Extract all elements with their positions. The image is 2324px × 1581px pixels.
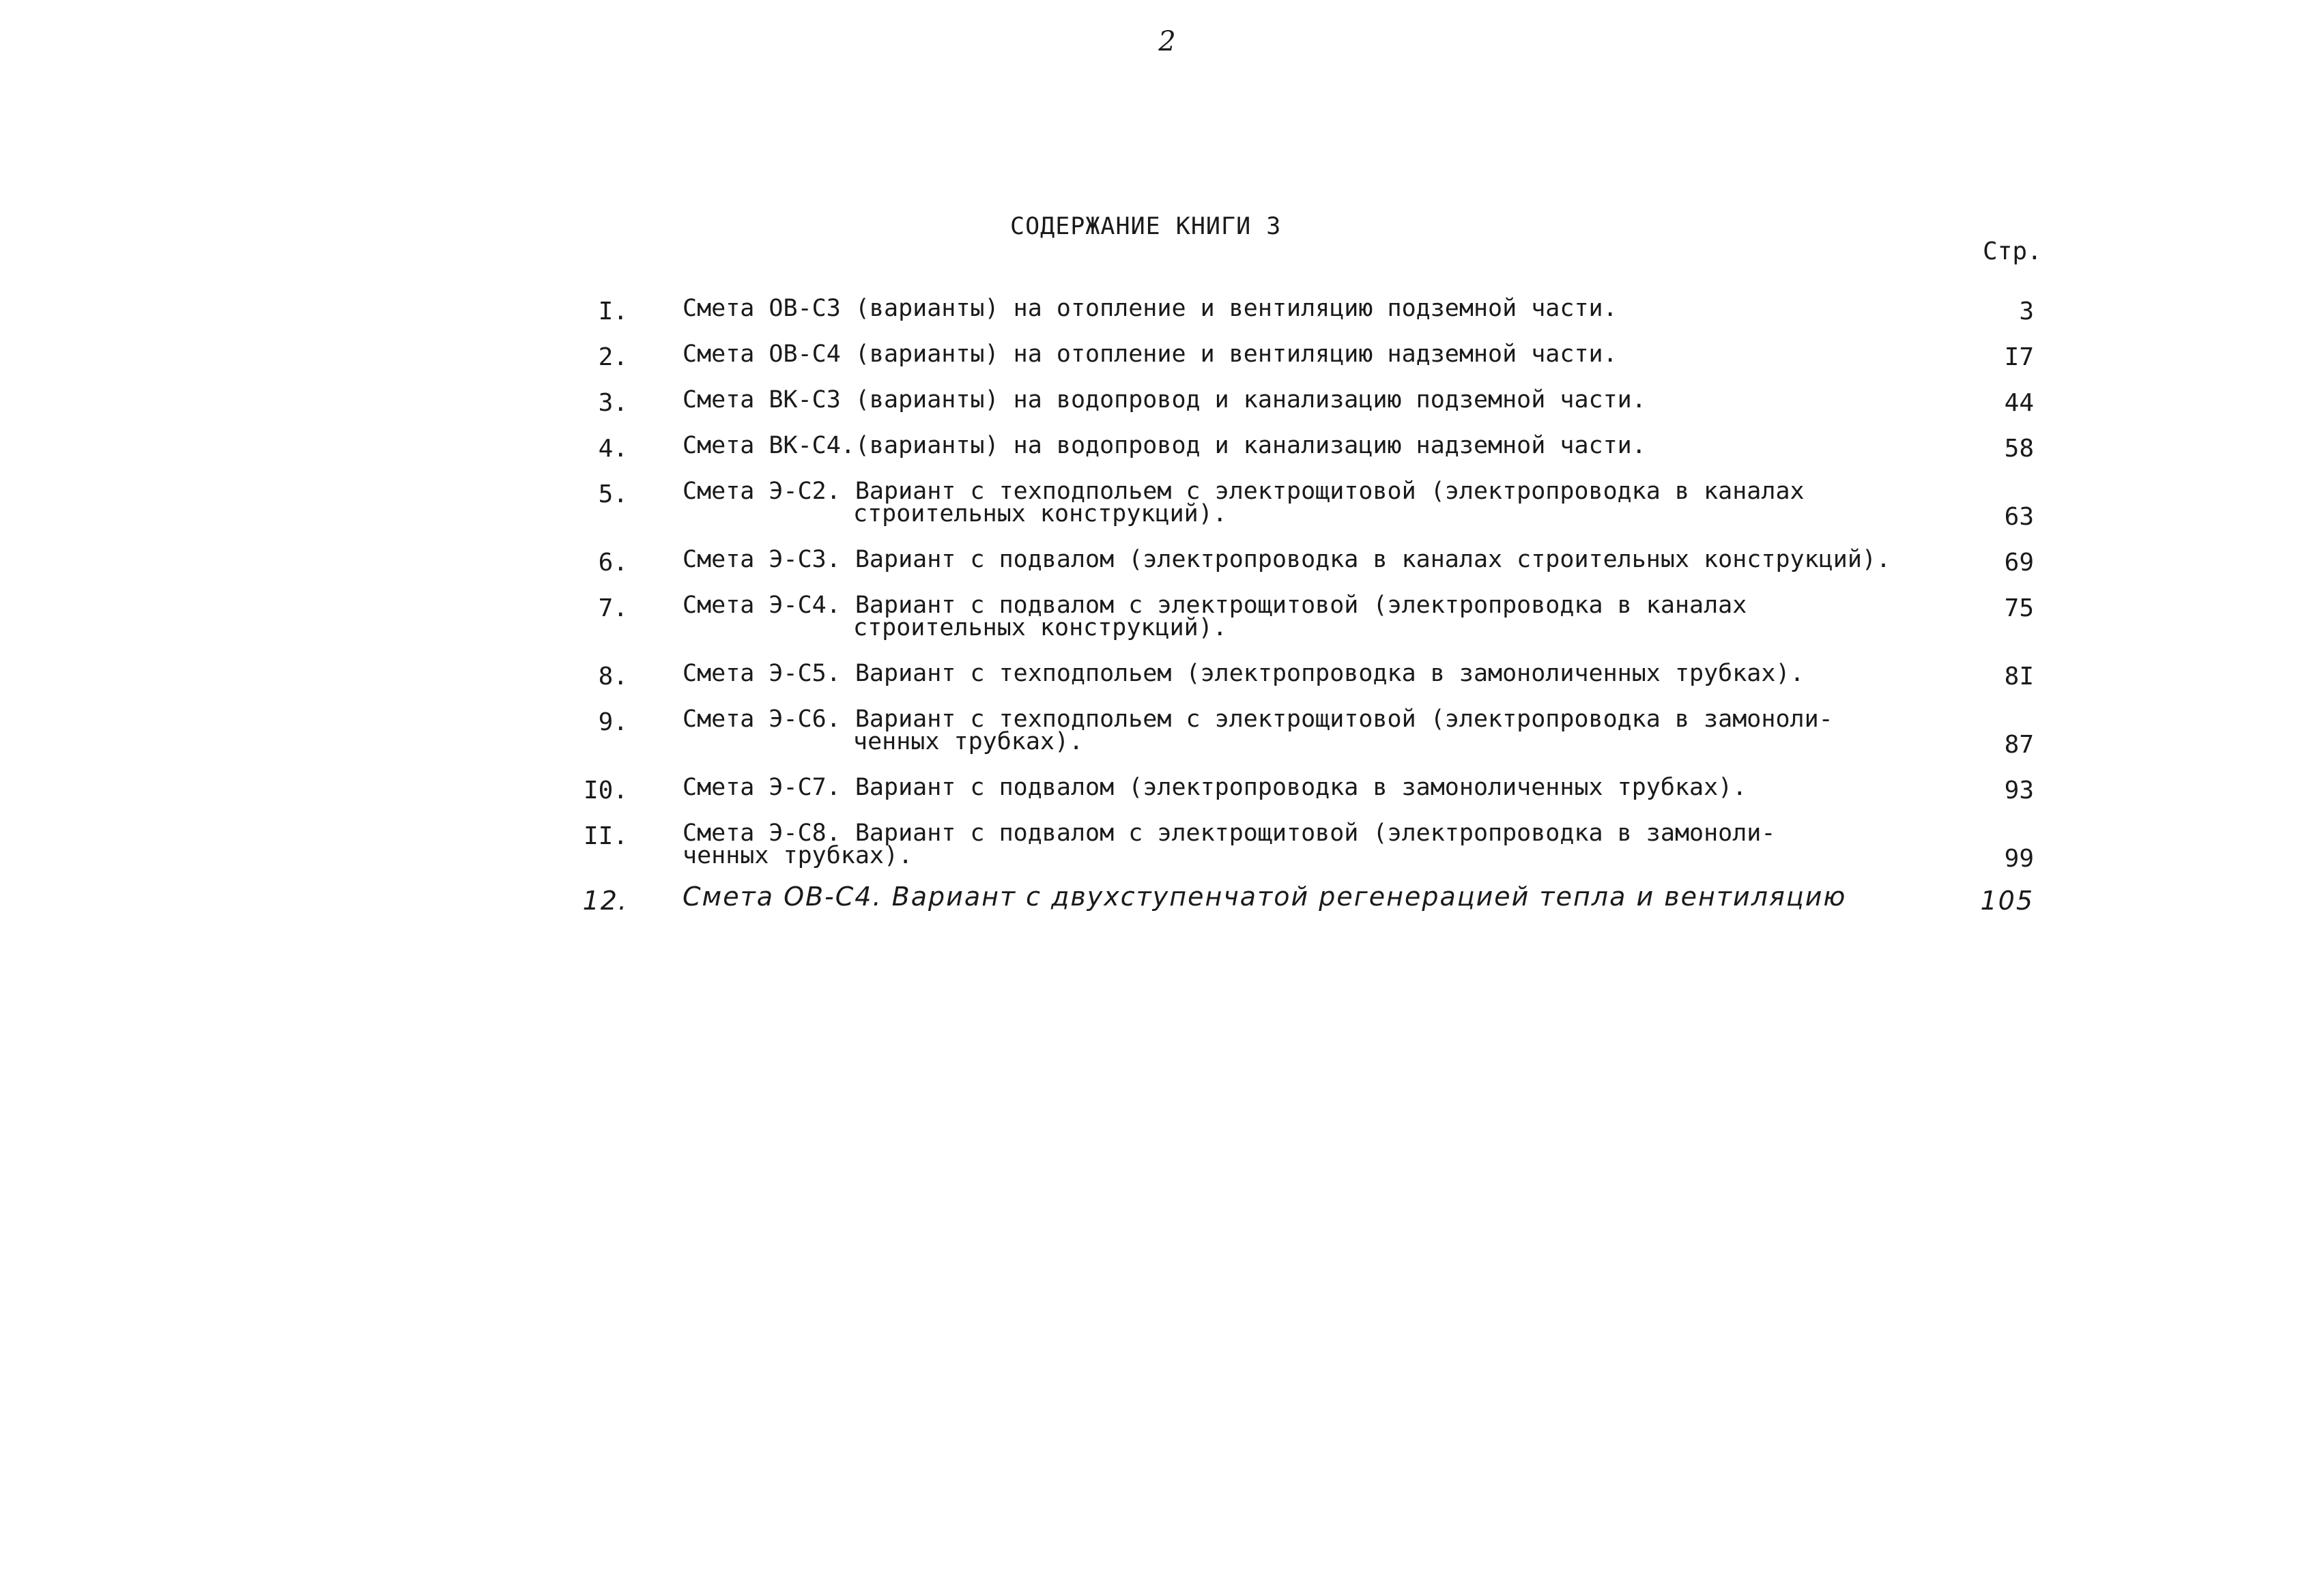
toc-entry-page: 3 bbox=[2019, 298, 2034, 325]
toc-entry-page: 105 bbox=[1980, 886, 2034, 916]
toc-entry-text-line-1: Смета Э-С8. Вариант с подвалом с электрощитовой (электропроводка в замоноли- bbox=[683, 819, 1776, 847]
toc-title: СОДЕРЖАНИЕ КНИГИ 3 bbox=[1010, 213, 1282, 240]
toc-entry-number: 5. bbox=[598, 480, 628, 508]
toc-entry-page: 58 bbox=[2004, 435, 2034, 463]
toc-entry-text-line-2: ченных трубках). bbox=[683, 842, 913, 869]
toc-entry-text-line-1: Смета Э-С6. Вариант с техподпольем с электрощитовой (электропроводка в замоноли- bbox=[683, 706, 1833, 733]
toc-entry-page: I7 bbox=[2004, 343, 2034, 371]
toc-entry-text-line-1: Смета Э-С2. Вариант с техподпольем с электрощитовой (электропроводка в каналах bbox=[683, 478, 1805, 505]
toc-entry-number: 4. bbox=[598, 435, 628, 463]
toc-entry-number: 8. bbox=[598, 663, 628, 691]
toc-entry-page: 8I bbox=[2004, 663, 2034, 691]
toc-entry-number: I0. bbox=[583, 777, 628, 804]
toc-entry-text-line-2: строительных конструкций). bbox=[853, 500, 1227, 527]
toc-entry-number: 9. bbox=[598, 708, 628, 736]
page-column-header: Стр. bbox=[1983, 237, 2042, 265]
toc-entry-text: Смета ОВ-СЗ (варианты) на отопление и вентиляцию подземной части. bbox=[683, 295, 1618, 322]
toc-entry-page: 87 bbox=[2004, 731, 2034, 759]
toc-entry-text-line-2: строительных конструкций). bbox=[853, 614, 1227, 641]
toc-entry-text: Смета ВК-СЗ (варианты) на водопровод и канализацию подземной части. bbox=[683, 386, 1646, 414]
toc-entry-page: 93 bbox=[2004, 777, 2034, 804]
toc-entry-page: 63 bbox=[2004, 503, 2034, 531]
toc-entry-number: 6. bbox=[598, 549, 628, 577]
toc-entry-text: Смета ВК-С4.(варианты) на водопровод и канализацию надземной части. bbox=[683, 432, 1646, 459]
toc-entry-text: Смета Э-С5. Вариант с техподпольем (электропроводка в замоноличенных трубках). bbox=[683, 660, 1805, 687]
toc-entry-text-line-1: Смета Э-С4. Вариант с подвалом с электрощитовой (электропроводка в каналах bbox=[683, 592, 1747, 619]
toc-entry-number: I. bbox=[598, 298, 628, 325]
toc-entry-text: Смета Э-СЗ. Вариант с подвалом (электропроводка в каналах строительных конструкций). bbox=[683, 546, 1891, 573]
toc-entry-number: 12. bbox=[582, 886, 628, 916]
toc-entry-text: Смета Э-С7. Вариант с подвалом (электропроводка в замоноличенных трубках). bbox=[683, 774, 1747, 801]
toc-entry-number: 3. bbox=[598, 389, 628, 417]
toc-entry-text-line-2: ченных трубках). bbox=[853, 728, 1084, 755]
toc-entry-page: 69 bbox=[2004, 549, 2034, 577]
toc-entry-text: Смета ОВ-С4. Вариант с двухступенчатой регенерацией тепла и вентиляцию bbox=[683, 882, 1847, 912]
toc-entry-number: 7. bbox=[598, 594, 628, 622]
toc-entry-page: 44 bbox=[2004, 389, 2034, 417]
toc-entry-page: 75 bbox=[2004, 594, 2034, 622]
toc-entry-number: II. bbox=[583, 822, 628, 850]
toc-entry-number: 2. bbox=[598, 343, 628, 371]
toc-entry-text: Смета ОВ-С4 (варианты) на отопление и вентиляцию надземной части. bbox=[683, 340, 1618, 368]
page-number: 2 bbox=[1158, 26, 1176, 57]
toc-entry-page: 99 bbox=[2004, 845, 2034, 873]
